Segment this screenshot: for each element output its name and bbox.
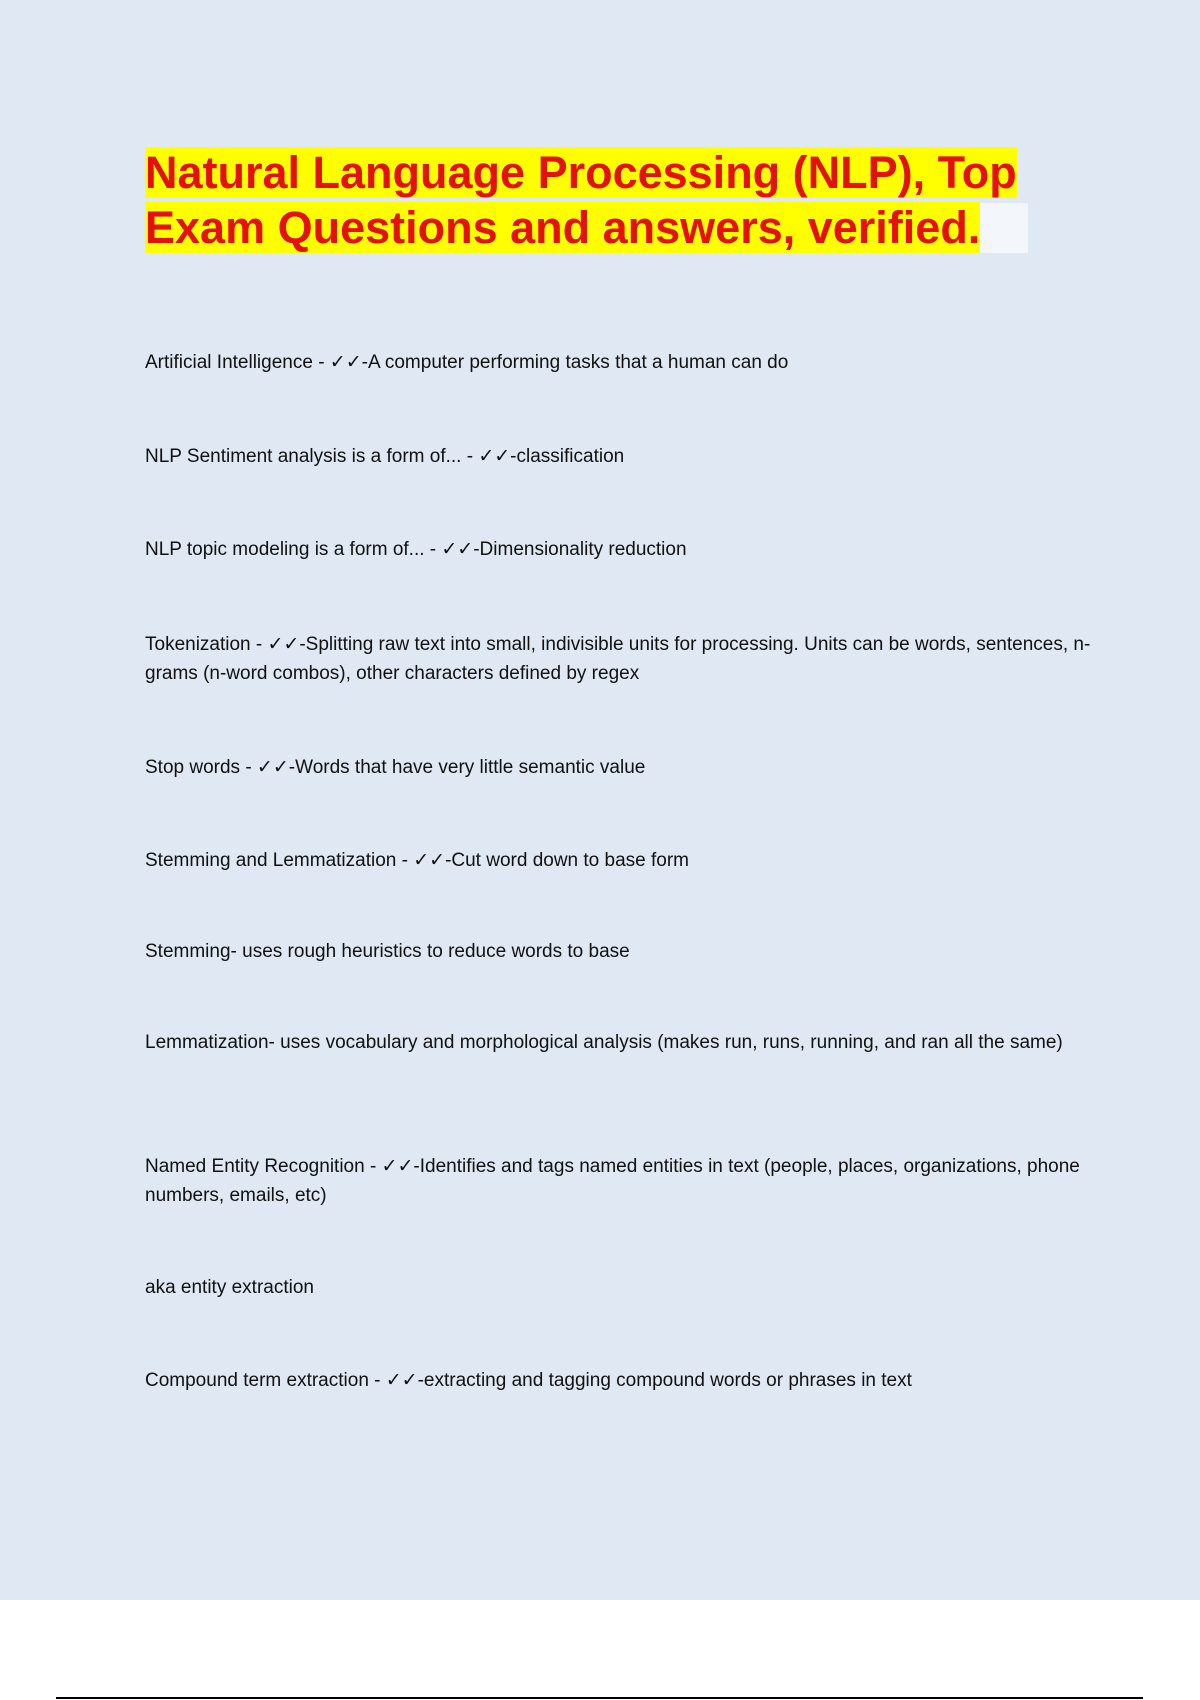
entry-stemming: Stemming- uses rough heuristics to reduce words to base xyxy=(145,941,630,962)
document-title xyxy=(145,145,1091,255)
entry-compound-term-extraction: Compound term extraction - ✓✓-extracting and tagging compound words or phrases in text xyxy=(145,1370,912,1391)
entry-artificial-intelligence: Artificial Intelligence - ✓✓-A computer performing tasks that a human can do xyxy=(145,352,789,373)
entry-stop-words: Stop words - ✓✓-Words that have very little semantic value xyxy=(145,757,646,778)
entry-stemming-lemmatization: Stemming and Lemmatization - ✓✓-Cut word down to base form xyxy=(145,850,690,871)
entry-topic-modeling: NLP topic modeling is a form of... - ✓✓-Dimensionality reduction xyxy=(145,539,687,560)
entry-tokenization: Tokenization - ✓✓-Splitting raw text into small, indivisible units for processing. Units can be words, sentences, n-grams (n-word combos), other characters defined by regex xyxy=(145,634,1091,684)
entry-named-entity-recognition: Named Entity Recognition - ✓✓-Identifies and tags named entities in text (people, places, organizations, phone numbers, emails, etc) xyxy=(145,1156,1080,1206)
title-highlight-gap xyxy=(980,203,1028,253)
title-line-1: Natural Language Processing (NLP), Top xyxy=(145,147,1017,198)
footer-divider xyxy=(56,1697,1143,1699)
entry-entity-extraction: aka entity extraction xyxy=(145,1277,314,1298)
entry-sentiment-analysis: NLP Sentiment analysis is a form of... - ✓✓-classification xyxy=(145,446,625,467)
entry-lemmatization: Lemmatization- uses vocabulary and morphological analysis (makes run, runs, running, and ran all the same) xyxy=(145,1032,1063,1053)
title-line-2: Exam Questions and answers, verified. xyxy=(145,202,981,253)
